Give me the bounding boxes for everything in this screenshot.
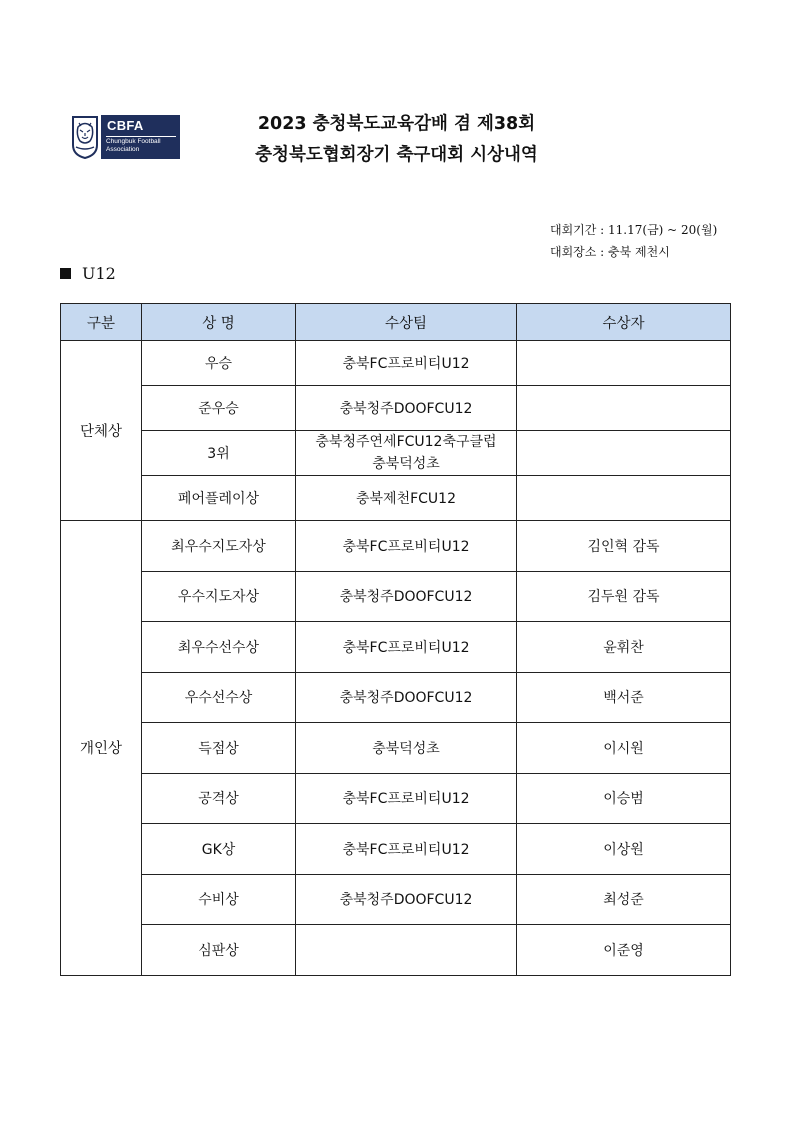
team-cell: 충북청주DOOFCU12 <box>296 672 517 723</box>
team-name-1: 충북청주연세FCU12축구클럽 <box>315 434 497 450</box>
winner-cell: 이준영 <box>517 925 731 976</box>
table-row <box>61 622 731 673</box>
winner-cell <box>517 431 731 476</box>
team-cell: 충북청주DOOFCU12 <box>296 874 517 925</box>
award-cell: 공격상 <box>142 773 296 824</box>
table-header-row <box>61 304 731 341</box>
table-row <box>61 571 731 622</box>
tournament-venue: 대회장소 : 충북 제천시 <box>550 245 670 259</box>
team-cell: 충북FC프로비티U12 <box>296 824 517 875</box>
header-winner: 수상자 <box>517 304 731 341</box>
awards-table <box>60 303 731 976</box>
winner-cell: 이시원 <box>517 723 731 774</box>
award-cell: 최우수지도자상 <box>142 521 296 572</box>
logo-abbr: CBFA <box>107 118 144 133</box>
award-cell: 심판상 <box>142 925 296 976</box>
team-name-2: 충북덕성초 <box>372 456 440 472</box>
winner-cell <box>517 386 731 431</box>
team-cell: 충북FC프로비티U12 <box>296 341 517 386</box>
winner-cell: 김두원 감독 <box>517 571 731 622</box>
header-category: 구분 <box>61 304 142 341</box>
award-cell: 준우승 <box>142 386 296 431</box>
header-team: 수상팀 <box>296 304 517 341</box>
table-row <box>61 476 731 521</box>
award-cell: 수비상 <box>142 874 296 925</box>
table-row <box>61 723 731 774</box>
award-cell: GK상 <box>142 824 296 875</box>
award-cell: 우수선수상 <box>142 672 296 723</box>
team-cell <box>296 431 517 476</box>
winner-cell <box>517 341 731 386</box>
table-row <box>61 341 731 386</box>
team-cell: 충북덕성초 <box>296 723 517 774</box>
table-row <box>61 824 731 875</box>
winner-cell: 윤휘찬 <box>517 622 731 673</box>
page-title-line1: 2023 충청북도교육감배 겸 제38회 <box>257 114 536 134</box>
table-row <box>61 874 731 925</box>
team-cell <box>296 925 517 976</box>
header-award: 상 명 <box>142 304 296 341</box>
team-cell: 충북제천FCU12 <box>296 476 517 521</box>
section-heading <box>60 264 116 283</box>
team-cell: 충북청주DOOFCU12 <box>296 386 517 431</box>
winner-cell <box>517 476 731 521</box>
logo-name: Chungbuk Football Association <box>106 138 161 153</box>
tournament-period: 대회기간 : 11.17(금) ~ 20(월) <box>550 223 718 237</box>
section-label: U12 <box>82 264 116 283</box>
group-team-awards: 단체상 <box>61 341 142 521</box>
team-cell: 충북FC프로비티U12 <box>296 521 517 572</box>
team-cell: 충북FC프로비티U12 <box>296 622 517 673</box>
award-cell: 3위 <box>142 431 296 476</box>
winner-cell: 이상원 <box>517 824 731 875</box>
winner-cell: 최성준 <box>517 874 731 925</box>
table-row <box>61 431 731 476</box>
group-individual-awards: 개인상 <box>61 521 142 976</box>
table-row <box>61 386 731 431</box>
award-cell: 우수지도자상 <box>142 571 296 622</box>
award-cell: 득점상 <box>142 723 296 774</box>
square-bullet-icon <box>60 268 71 279</box>
table-row <box>61 521 731 572</box>
award-cell: 최우수선수상 <box>142 622 296 673</box>
team-cell: 충북FC프로비티U12 <box>296 773 517 824</box>
logo-divider <box>106 136 176 137</box>
award-cell: 페어플레이상 <box>142 476 296 521</box>
table-row <box>61 672 731 723</box>
table-row <box>61 773 731 824</box>
page-title-line2: 충청북도협회장기 축구대회 시상내역 <box>255 145 538 165</box>
award-cell: 우승 <box>142 341 296 386</box>
table-row <box>61 925 731 976</box>
winner-cell: 김인혁 감독 <box>517 521 731 572</box>
winner-cell: 이승범 <box>517 773 731 824</box>
winner-cell: 백서준 <box>517 672 731 723</box>
team-cell: 충북청주DOOFCU12 <box>296 571 517 622</box>
